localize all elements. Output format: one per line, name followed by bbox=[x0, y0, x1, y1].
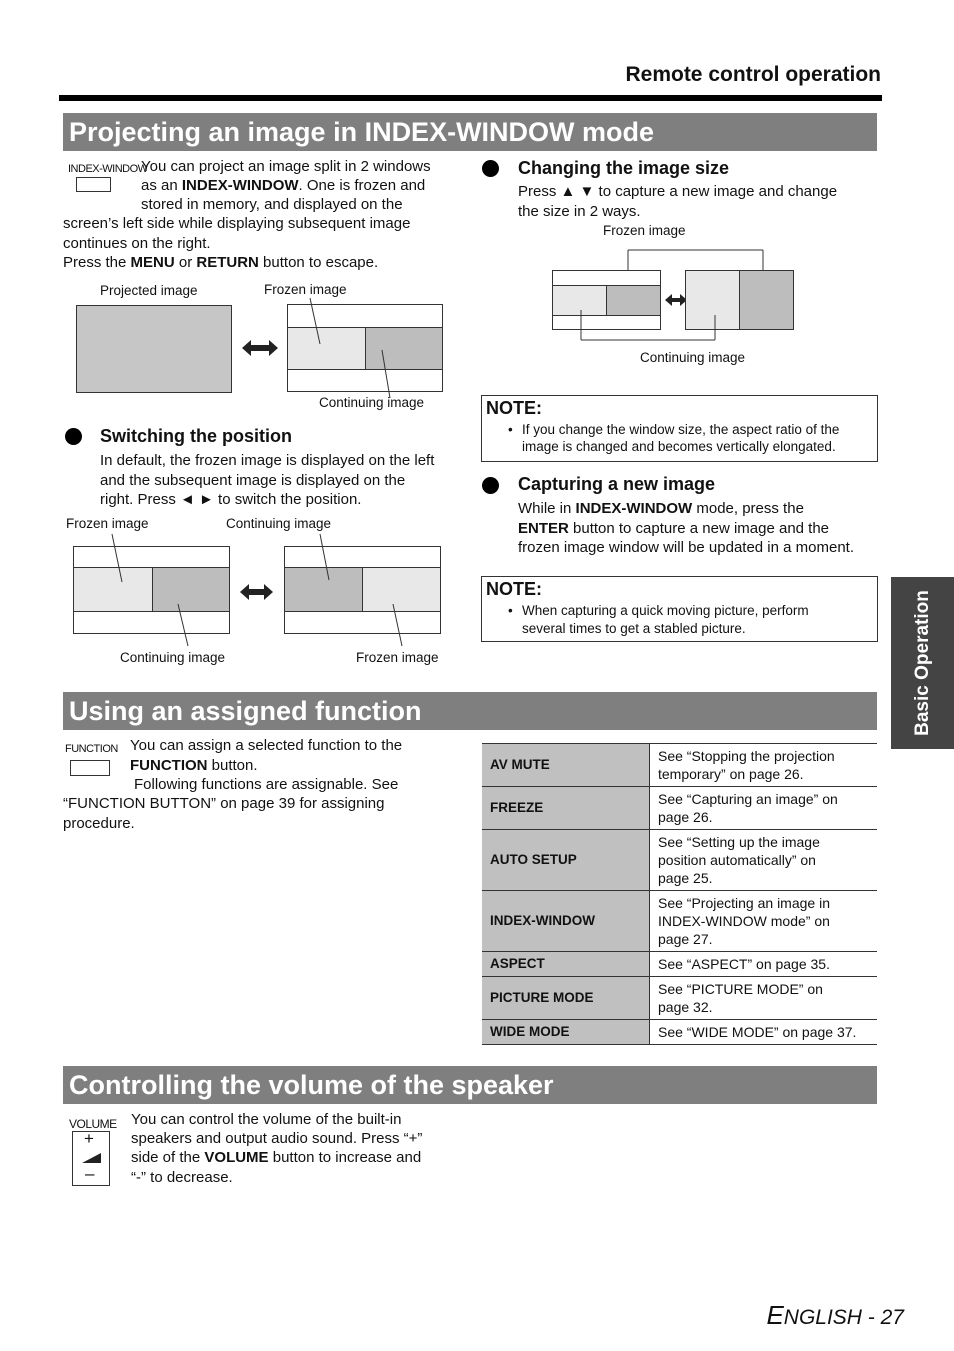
table-row bbox=[482, 830, 877, 891]
switch-line-1: In default, the frozen image is displayed on the left bbox=[100, 452, 435, 469]
volume-button-label: VOLUME bbox=[69, 1117, 117, 1131]
table-row bbox=[482, 787, 877, 830]
capture-line-2: ENTER button to capture a new image and the bbox=[518, 520, 830, 537]
function-desc bbox=[650, 830, 878, 891]
function-line-3: Following functions are assignable. See bbox=[134, 776, 399, 793]
section-title-index: Projecting an image in INDEX-WINDOW mode bbox=[63, 113, 877, 151]
function-line-1: You can assign a selected function to the bbox=[130, 737, 403, 754]
function-desc-line: See “ASPECT” on page 35. bbox=[658, 956, 830, 972]
function-desc-line: See “Setting up the image bbox=[658, 834, 820, 850]
table-row bbox=[482, 1020, 877, 1045]
capture-line-1: While in INDEX-WINDOW mode, press the bbox=[518, 500, 804, 517]
side-tab-label: Basic Operation bbox=[911, 590, 933, 736]
function-desc-line: See “Stopping the projection bbox=[658, 748, 835, 764]
function-desc-line: page 27. bbox=[658, 931, 713, 947]
function-desc bbox=[650, 891, 878, 952]
function-key: ASPECT bbox=[482, 952, 650, 977]
fig3-continuing-label: Continuing image bbox=[640, 350, 746, 365]
table-row bbox=[482, 977, 877, 1020]
index-window-button-icon bbox=[76, 177, 111, 192]
note-heading: NOTE: bbox=[486, 579, 542, 599]
function-key: PICTURE MODE bbox=[482, 977, 650, 1020]
volume-line-2: speakers and output audio sound. Press “+” bbox=[131, 1130, 423, 1147]
note-heading: NOTE: bbox=[486, 398, 542, 418]
bullet bbox=[482, 160, 499, 177]
note-line-1: If you change the window size, the aspect ratio of the bbox=[522, 422, 840, 437]
switch-title: Switching the position bbox=[100, 426, 292, 446]
index-intro-4: screen’s left side while displaying subsequent image bbox=[63, 215, 411, 232]
function-table-body bbox=[482, 744, 877, 1045]
fig3-diagram bbox=[548, 240, 803, 345]
section-title-volume: Controlling the volume of the speaker bbox=[63, 1066, 877, 1104]
fig2-diagram bbox=[66, 532, 446, 652]
size-line-2: the size in 2 ways. bbox=[518, 203, 641, 220]
function-desc bbox=[650, 1020, 878, 1045]
fig1-projected-label: Projected image bbox=[100, 283, 198, 298]
function-desc-line: See “Capturing an image” on bbox=[658, 791, 838, 807]
index-window-button-label: INDEX-WINDOW bbox=[68, 163, 148, 175]
index-intro-5: continues on the right. bbox=[63, 235, 211, 252]
function-line-5: procedure. bbox=[63, 815, 135, 832]
table-row bbox=[482, 952, 877, 977]
size-line-1: Press ▲ ▼ to capture a new image and change bbox=[518, 183, 838, 200]
function-desc-line: See “PICTURE MODE” on bbox=[658, 981, 823, 997]
function-button-label: FUNCTION bbox=[65, 743, 118, 755]
fig3-frozen-label: Frozen image bbox=[603, 223, 686, 238]
page-footer: ENGLISH - 27 bbox=[766, 1300, 904, 1330]
side-tab bbox=[891, 577, 954, 749]
function-key: AV MUTE bbox=[482, 744, 650, 787]
function-table bbox=[482, 743, 877, 1045]
fig2-continuing-label: Continuing image bbox=[226, 516, 332, 531]
function-desc-line: temporary” on page 26. bbox=[658, 766, 804, 782]
table-row bbox=[482, 744, 877, 787]
fig2-continuing-bottom-label: Continuing image bbox=[120, 650, 226, 665]
table-row bbox=[482, 891, 877, 952]
fig2-frozen-bottom-label: Frozen image bbox=[356, 650, 439, 665]
header-rule bbox=[59, 95, 882, 101]
function-key: AUTO SETUP bbox=[482, 830, 650, 891]
fig2-frozen-label: Frozen image bbox=[66, 516, 149, 531]
note-box bbox=[481, 576, 878, 642]
function-desc-line: page 25. bbox=[658, 870, 713, 886]
fig1-continuing-label: Continuing image bbox=[319, 395, 425, 410]
index-intro-6: Press the MENU or RETURN button to escape. bbox=[63, 254, 379, 271]
function-desc bbox=[650, 952, 878, 977]
bullet bbox=[65, 428, 82, 445]
volume-line-1: You can control the volume of the built-in bbox=[131, 1111, 402, 1128]
function-line-2: FUNCTION button. bbox=[130, 757, 258, 774]
volume-ramp-icon bbox=[82, 1152, 102, 1164]
bullet bbox=[482, 477, 499, 494]
function-line-4: “FUNCTION BUTTON” on page 39 for assigning bbox=[63, 795, 385, 812]
note-bullet: • bbox=[508, 603, 513, 618]
function-key: INDEX-WINDOW bbox=[482, 891, 650, 952]
function-key: FREEZE bbox=[482, 787, 650, 830]
capture-title: Capturing a new image bbox=[518, 474, 716, 494]
function-desc-line: page 26. bbox=[658, 809, 713, 825]
function-button-icon bbox=[70, 760, 110, 776]
fig1-frozen-label: Frozen image bbox=[264, 282, 347, 297]
index-intro-2: as an INDEX-WINDOW. One is frozen and bbox=[141, 177, 426, 194]
function-desc bbox=[650, 977, 878, 1020]
function-key: WIDE MODE bbox=[482, 1020, 650, 1045]
index-intro-1: You can project an image split in 2 windows bbox=[141, 158, 431, 175]
note-line-2: image is changed and becomes vertically elongated. bbox=[522, 439, 836, 454]
minus-icon: – bbox=[85, 1164, 95, 1183]
plus-icon: + bbox=[84, 1129, 94, 1148]
function-desc-line: See “Projecting an image in bbox=[658, 895, 830, 911]
note-bullet: • bbox=[508, 422, 513, 437]
note-line-1: When capturing a quick moving picture, perform bbox=[522, 603, 809, 618]
volume-line-3: side of the VOLUME button to increase and bbox=[131, 1149, 422, 1166]
switch-line-3: right. Press ◄ ► to switch the position. bbox=[100, 491, 362, 508]
section-title-function: Using an assigned function bbox=[63, 692, 877, 730]
function-desc-line: INDEX-WINDOW mode” on bbox=[658, 913, 830, 929]
capture-line-3: frozen image window will be updated in a moment. bbox=[518, 539, 855, 556]
function-desc bbox=[650, 744, 878, 787]
function-desc bbox=[650, 787, 878, 830]
switch-line-2: and the subsequent image is displayed on the bbox=[100, 472, 406, 489]
size-title: Changing the image size bbox=[518, 158, 730, 178]
page-header: Remote control operation bbox=[625, 63, 881, 86]
volume-button-icon bbox=[72, 1131, 110, 1186]
function-desc-line: page 32. bbox=[658, 999, 713, 1015]
function-desc-line: position automatically” on bbox=[658, 852, 816, 868]
note-box bbox=[481, 395, 878, 462]
volume-line-4: “-” to decrease. bbox=[131, 1169, 233, 1186]
note-line-2: several times to get a stabled picture. bbox=[522, 621, 746, 636]
function-desc-line: See “WIDE MODE” on page 37. bbox=[658, 1024, 857, 1040]
index-intro-3: stored in memory, and displayed on the bbox=[141, 196, 403, 213]
